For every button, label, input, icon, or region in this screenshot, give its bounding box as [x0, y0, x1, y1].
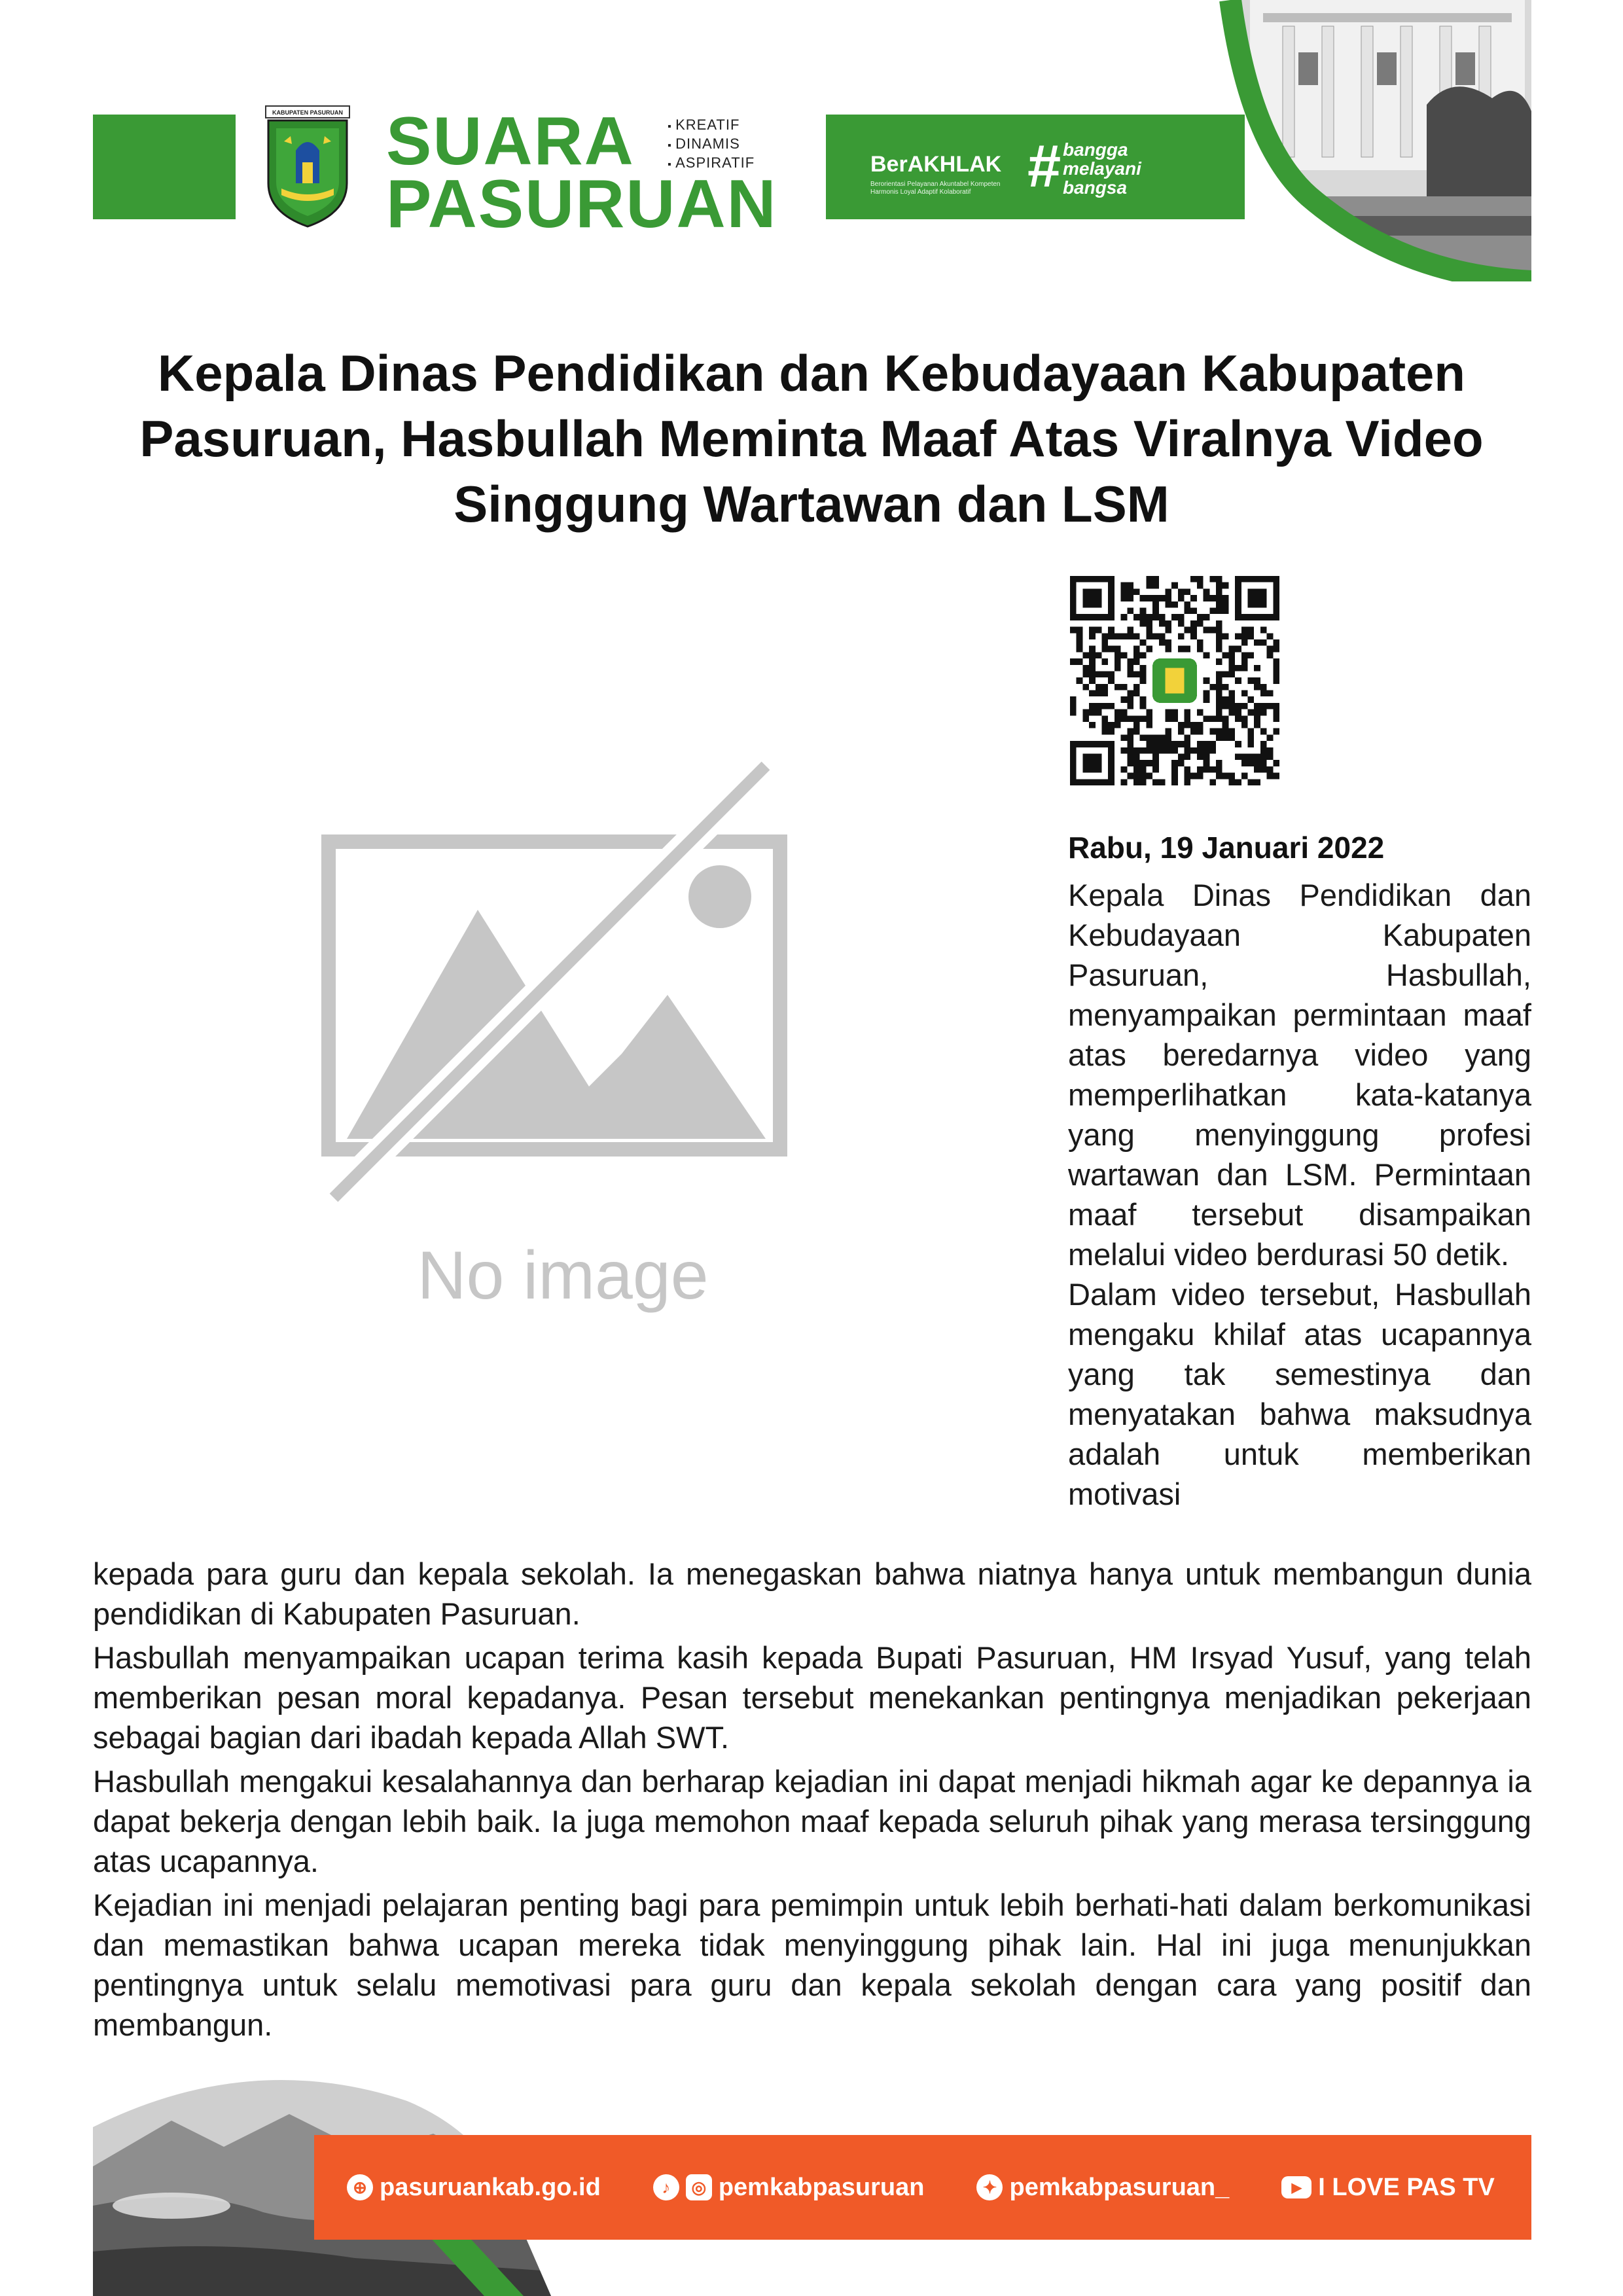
hashtag-symbol: #	[1027, 133, 1061, 200]
footer-social-links	[347, 2135, 1495, 2240]
hashtag-line: melayani	[1063, 158, 1141, 179]
twitter-icon: ✦	[976, 2174, 1003, 2200]
brand-line-2: PASURUAN	[386, 166, 777, 242]
article-paragraph: Kepala Dinas Pendidikan dan Kebudayaan Kabupaten Pasuruan, Hasbullah, menyampaikan permintaan maaf atas beredarnya video yang memperlihatkan kata-katanya yang menyinggung profesi wartawan dan LSM. Permintaan maaf tersebut disampaikan melalui video berdurasi 50 detik.	[1068, 878, 1531, 1272]
emblem-banner-text: KABUPATEN PASURUAN	[272, 109, 343, 116]
tagline-item: ▪ ASPIRATIF	[668, 154, 755, 173]
twitter-handle: pemkabpasuruan_	[1009, 2173, 1230, 2201]
hashtag-line: bangga	[1063, 139, 1128, 160]
brand-line-1: SUARA	[386, 103, 635, 179]
article-date: Rabu, 19 Januari 2022	[1068, 831, 1385, 865]
no-image-label: No image	[417, 1238, 709, 1314]
article-body	[93, 1554, 1531, 2049]
berakhlak-subtitle: Berorientasi Pelayanan Akuntabel Kompeten Harmonis Loyal Adaptif Kolaboratif	[870, 181, 1001, 196]
globe-icon: ⊕	[347, 2174, 373, 2200]
instagram-icon: ◎	[686, 2174, 712, 2200]
header-green-block-left	[93, 115, 236, 219]
article-title: Kepala Dinas Pendidikan dan Kebudayaan Kabupaten Pasuruan, Hasbullah Meminta Maaf Atas Viralnya Video Singgung Wartawan dan LSM	[139, 344, 1484, 533]
tagline	[668, 117, 755, 173]
article-paragraph: Hasbullah mengakui kesalahannya dan berharap kejadian ini dapat menjadi hikmah agar ke depannya ia dapat bekerja dengan lebih baik. Ia juga memohon maaf kepada seluruh pihak yang merasa tersinggung atas ucapannya.	[93, 1764, 1531, 1878]
bangga-melayani-bangsa	[1063, 140, 1141, 197]
tiktok-instagram-link[interactable]	[653, 2174, 925, 2202]
youtube-link[interactable]	[1281, 2174, 1495, 2202]
tagline-item: ▪ DINAMIS	[668, 135, 755, 154]
youtube-icon: ▶	[1281, 2176, 1311, 2198]
article-paragraph: Dalam video tersebut, Hasbullah mengaku khilaf atas ucapannya yang tak semestinya dan menyatakan bahwa maksudnya adalah untuk memberikan motivasi	[1068, 1277, 1531, 1511]
website-url: pasuruankab.go.id	[380, 2173, 601, 2201]
article-paragraph: kepada para guru dan kepala sekolah. Ia menegaskan bahwa niatnya hanya untuk membangun dunia pendidikan di Kabupaten Pasuruan.	[93, 1556, 1531, 1631]
article-paragraph: Hasbullah menyampaikan ucapan terima kasih kepada Bupati Pasuruan, HM Irsyad Yusuf, yang telah memberikan pesan moral kepadanya. Pesan tersebut menekankan pentingnya menjadikan pekerjaan sebagai bagian dari ibadah kepada Allah SWT.	[93, 1640, 1531, 1755]
website-link[interactable]	[347, 2174, 601, 2202]
pasuruan-emblem-logo	[262, 105, 353, 228]
qr-code[interactable]	[1070, 576, 1279, 785]
berakhlak-logo-text: BerAKHLAK	[870, 152, 1002, 177]
tiktok-instagram-handle: pemkabpasuruan	[718, 2173, 925, 2201]
tagline-item: ▪ KREATIF	[668, 117, 755, 135]
hashtag-line: bangsa	[1063, 177, 1128, 198]
tiktok-icon: ♪	[653, 2174, 679, 2200]
twitter-link[interactable]	[976, 2174, 1229, 2202]
youtube-channel: I LOVE PAS TV	[1318, 2173, 1495, 2201]
article-paragraph: Kejadian ini menjadi pelajaran penting bagi para pemimpin untuk lebih berhati-hati dalam berkomunikasi dan memastikan bahwa ucapan mereka tidak menyinggung pihak lain. Hal ini juga menunjukkan pentingnya untuk selalu memotivasi para guru dan kepala sekolah dengan cara yang positif dan membangun.	[93, 1888, 1531, 2042]
article-column	[1068, 875, 1531, 1514]
